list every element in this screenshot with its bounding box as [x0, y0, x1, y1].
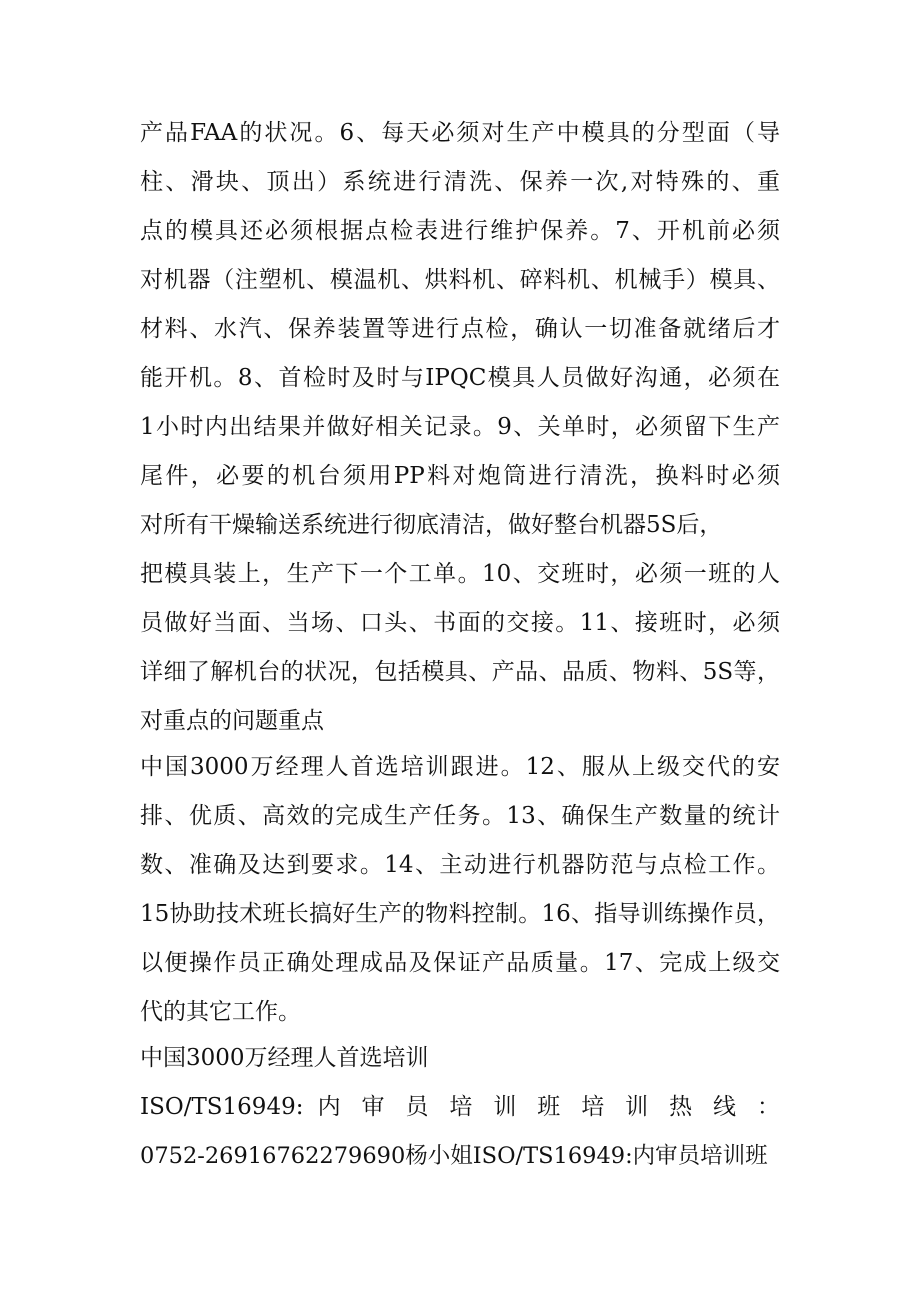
text-line: 点的模具还必须根据点检表进行维护保养。7、开机前必须 — [140, 218, 780, 244]
text-line: ISO/TS16949: 内 审 员 培 训 班 培 训 热 线 ： — [140, 1094, 780, 1120]
text-line: 15协助技术班长搞好生产的物料控制。16、指导训练操作员， — [140, 901, 780, 927]
text-line: 对机器（注塑机、模温机、烘料机、碎料机、机械手）模具、 — [140, 267, 780, 293]
text-line: 代的其它工作。 — [140, 999, 301, 1025]
text-line: 材料、水汽、保养装置等进行点检，确认一切准备就绪后才 — [140, 316, 780, 342]
text-line: 中国3000万经理人首选培训跟进。12、服从上级交代的安 — [140, 754, 780, 780]
text-line: 以便操作员正确处理成品及保证产品质量。17、完成上级交 — [140, 950, 780, 976]
text-line: 数、准确及达到要求。14、主动进行机器防范与点检工作。 — [140, 852, 780, 878]
text-line: 尾件，必要的机台须用PP料对炮筒进行清洗，换料时必须 — [140, 463, 780, 489]
text-line: 柱、滑块、顶出）系统进行清洗、保养一次,对特殊的、重 — [140, 169, 780, 195]
text-line: 排、优质、高效的完成生产任务。13、确保生产数量的统计 — [140, 803, 780, 829]
text-line: 对重点的问题重点 — [140, 708, 324, 734]
text-line: 1小时内出结果并做好相关记录。9、关单时，必须留下生产 — [140, 414, 780, 440]
text-line: 把模具装上，生产下一个工单。10、交班时，必须一班的人 — [140, 561, 780, 587]
text-line: 能开机。8、首检时及时与IPQC模具人员做好沟通，必须在 — [140, 365, 780, 391]
text-line: 对所有干燥输送系统进行彻底清洁，做好整台机器5S后， — [140, 512, 723, 538]
text-line: 中国3000万经理人首选培训 — [140, 1045, 429, 1071]
text-line: 详细了解机台的状况，包括模具、产品、品质、物料、5S等， — [140, 659, 780, 685]
text-line: 员做好当面、当场、口头、书面的交接。11、接班时，必须 — [140, 610, 780, 636]
text-line: 0752-26916762279690杨小姐ISO/TS16949:内审员培训班 — [140, 1143, 768, 1169]
text-line: 产品FAA的状况。6、每天必须对生产中模具的分型面（导 — [140, 120, 780, 146]
